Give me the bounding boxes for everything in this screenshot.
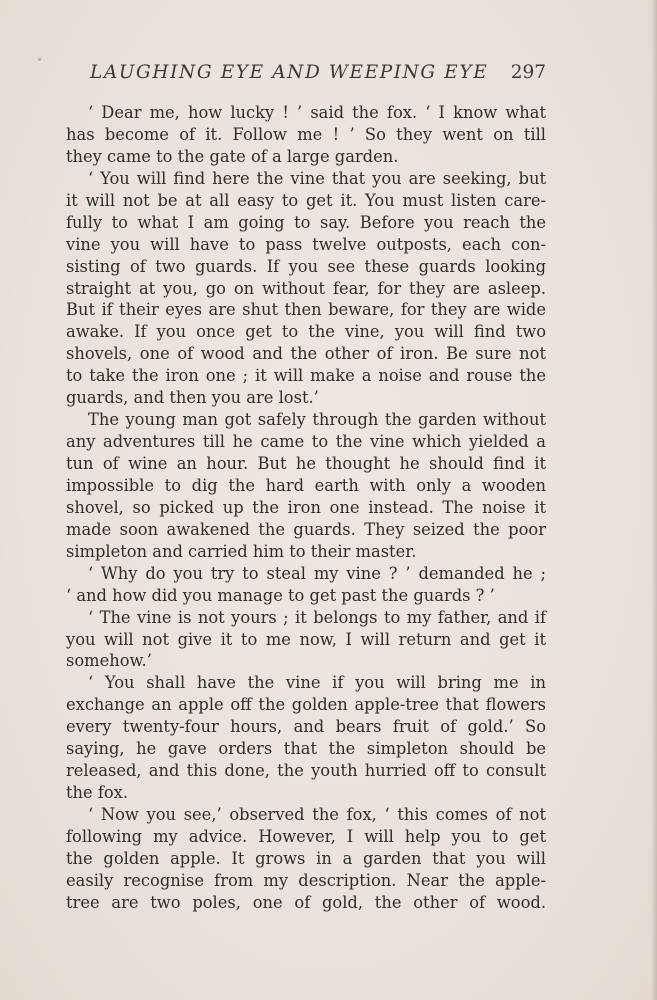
text-line: But if their eyes are shut then beware, for they are wide [66,300,546,320]
running-title: LAUGHING EYE AND WEEPING EYE [90,62,489,83]
text-line: awake. If you once get to the vine, you will find two [66,322,546,342]
text-line: easily recognise from my description. Near the apple- [66,870,546,890]
text-line: any adventures till he came to the vine which yielded a [66,432,546,452]
text-line: made soon awakened the guards. They seized the poor [66,519,546,539]
text-line: to take the iron one ; it will make a noise and rouse the [66,366,546,386]
text-line: ‘ You shall have the vine if you will bring me in [88,673,546,693]
page-edge-shadow [651,0,657,1000]
text-line: guards, and then you are lost.’ [66,388,319,408]
text-line: The young man got safely through the garden without [88,410,546,430]
text-line: ‘ Now you see,’ observed the fox, ‘ this comes of not [88,805,546,824]
text-line: tun of wine an hour. But he thought he should find it [66,454,546,473]
page-header [90,62,546,88]
text-line: the golden apple. It grows in a garden that you will [66,848,546,868]
text-line: following my advice. However, I will help you to get [66,826,546,846]
text-line: has become of it. Follow me ! ’ So they went on till [66,124,546,144]
text-line: tree are two poles, one of gold, the other of wood. [66,892,546,912]
text-line: ‘ You will find here the vine that you are seeking, but [88,168,546,188]
text-line: vine you will have to pass twelve outposts, each con- [66,234,546,254]
text-line: somehow.’ [66,651,152,671]
page-number: 297 [510,62,546,83]
text-line: released, and this done, the youth hurried off to consult [66,761,546,781]
text-line: every twenty-four hours, and bears fruit of gold.’ So [66,717,546,737]
text-line: the fox. [66,783,129,803]
text-line: shovel, so picked up the iron one instead. The noise it [66,497,546,517]
text-line: exchange an apple off the golden apple-tree that flowers [66,695,546,715]
text-line: simpleton and carried him to their master. [66,541,417,561]
text-line: you will not give it to me now, I will return and get it [66,629,546,649]
text-line: impossible to dig the hard earth with only a wooden [66,475,546,495]
text-line: saying, he gave orders that the simpleton should be [66,739,546,759]
text-line: ‘ Dear me, how lucky ! ’ said the fox. ‘ I know what [88,103,546,122]
text-line: ‘ Why do you try to steal my vine ? ’ demanded he ; [88,563,546,583]
text-line: fully to what I am going to say. Before you reach the [66,212,546,232]
text-line: they came to the gate of a large garden. [66,146,399,166]
text-line: ‘ The vine is not yours ; it belongs to my father, and if [88,607,546,627]
text-line: sisting of two guards. If you see these guards looking [66,256,546,276]
text-line: it will not be at all easy to get it. You must listen care- [66,190,546,210]
paper-speck [38,58,41,61]
text-line: ‘ and how did you manage to get past the guards ? ’ [66,585,495,605]
body-text [66,102,546,914]
text-line: shovels, one of wood and the other of iron. Be sure not [66,344,546,364]
text-line: straight at you, go on without fear, for they are asleep. [66,278,546,298]
